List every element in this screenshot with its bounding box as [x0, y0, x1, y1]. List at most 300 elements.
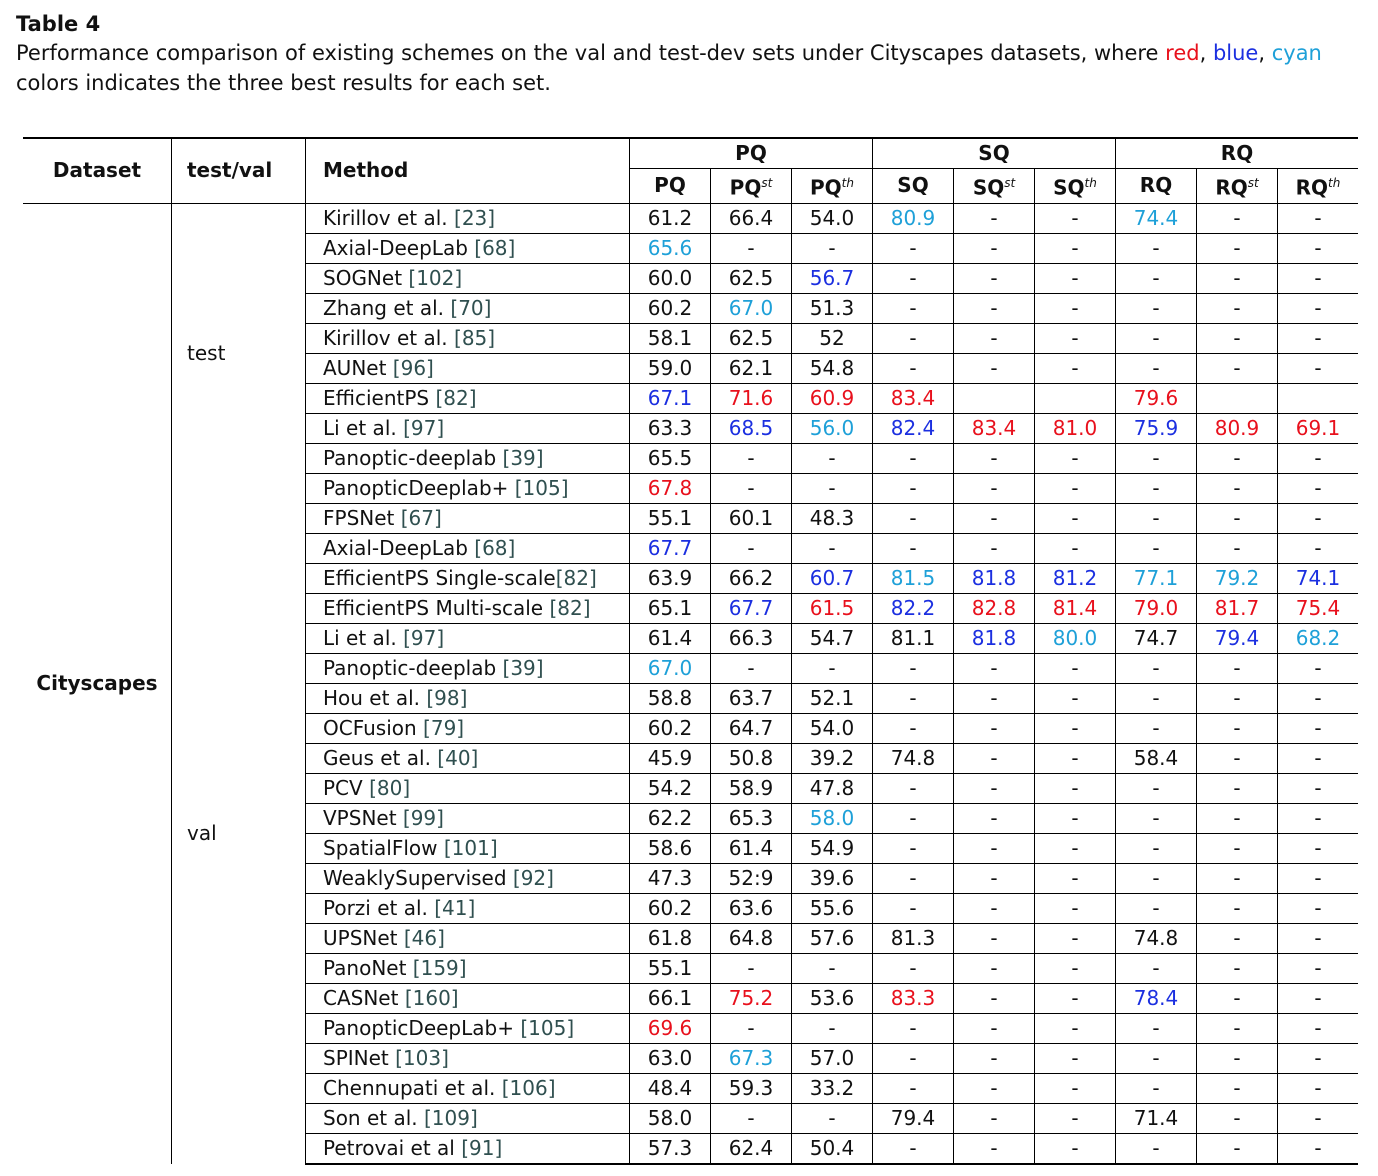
value-cell: 56.7 [792, 263, 873, 293]
value-cell: - [711, 533, 792, 563]
value-cell: - [1278, 713, 1359, 743]
value-cell: - [873, 353, 954, 383]
header-dataset: Dataset [23, 138, 172, 203]
value-cell: - [792, 953, 873, 983]
value-cell: - [873, 503, 954, 533]
value-cell: - [711, 443, 792, 473]
value-cell: 56.0 [792, 413, 873, 443]
citation-link[interactable]: [68] [474, 535, 516, 560]
method-cell [306, 1043, 630, 1073]
method-name: EfficientPS Single-scale [323, 565, 556, 590]
value-cell: 79.0 [1116, 593, 1197, 623]
citation-link[interactable]: [92] [512, 865, 554, 890]
method-name: Porzi et al. [323, 895, 435, 920]
value-cell: - [873, 653, 954, 683]
value-cell: 55.6 [792, 893, 873, 923]
value-cell: - [1278, 683, 1359, 713]
value-cell: - [873, 713, 954, 743]
value-cell: - [1197, 1133, 1278, 1164]
citation-link[interactable]: [101] [443, 835, 498, 860]
value-cell: - [1035, 803, 1116, 833]
value-cell: - [1116, 773, 1197, 803]
header-sub-base: SQ [972, 175, 1005, 200]
header-sub-sup: st [1004, 176, 1016, 190]
header-sub-pq-th [792, 169, 873, 204]
value-cell: 58.0 [792, 803, 873, 833]
value-cell: 58.6 [630, 833, 711, 863]
value-cell: - [711, 653, 792, 683]
value-cell: - [873, 863, 954, 893]
header-sub-sup: st [1247, 176, 1259, 190]
value-cell: 62.5 [711, 323, 792, 353]
method-cell [306, 203, 630, 233]
method-name: Petrovai et al [323, 1135, 462, 1160]
method-name: WeaklySupervised [323, 865, 513, 890]
method-name: Chennupati et al. [323, 1075, 502, 1100]
citation-link[interactable]: [46] [403, 925, 445, 950]
value-cell: - [1116, 533, 1197, 563]
value-cell: - [1035, 1013, 1116, 1043]
value-cell: - [1278, 473, 1359, 503]
value-cell: 79.4 [873, 1103, 954, 1133]
value-cell: - [1197, 923, 1278, 953]
caption-sep: , [1199, 41, 1213, 65]
citation-link[interactable]: [96] [392, 355, 434, 380]
citation-link[interactable]: [40] [437, 745, 479, 770]
value-cell: - [954, 653, 1035, 683]
value-cell: - [873, 1133, 954, 1164]
value-cell: 61.2 [630, 203, 711, 233]
value-cell: - [1116, 683, 1197, 713]
caption-cyan-word: cyan [1271, 41, 1322, 65]
value-cell: - [1278, 203, 1359, 233]
value-cell: - [1035, 533, 1116, 563]
value-cell: - [1278, 653, 1359, 683]
caption-text [16, 38, 1366, 98]
value-cell: - [954, 1133, 1035, 1164]
value-cell: - [1278, 923, 1359, 953]
method-cell [306, 263, 630, 293]
method-cell [306, 1073, 630, 1103]
value-cell: - [954, 473, 1035, 503]
method-cell [306, 983, 630, 1013]
value-cell: - [1197, 263, 1278, 293]
value-cell: - [954, 683, 1035, 713]
value-cell: 63.6 [711, 893, 792, 923]
value-cell: - [1035, 1043, 1116, 1073]
value-cell: - [1116, 863, 1197, 893]
value-cell: - [1035, 323, 1116, 353]
value-cell: 58.9 [711, 773, 792, 803]
value-cell: 53.6 [792, 983, 873, 1013]
value-cell: 54.2 [630, 773, 711, 803]
table-body [23, 203, 1358, 1164]
method-cell [306, 443, 630, 473]
value-cell: - [873, 833, 954, 863]
value-cell: 52.1 [792, 683, 873, 713]
header-sub-sup: th [841, 176, 854, 190]
value-cell: - [954, 293, 1035, 323]
value-cell: - [711, 1013, 792, 1043]
value-cell: - [954, 263, 1035, 293]
value-cell: - [1116, 323, 1197, 353]
value-cell: - [1278, 893, 1359, 923]
value-cell: - [1035, 1133, 1116, 1164]
value-cell: 59.0 [630, 353, 711, 383]
method-name: Panoptic-deeplab [323, 655, 503, 680]
value-cell: 63.3 [630, 413, 711, 443]
value-cell: - [954, 713, 1035, 743]
value-cell: 63.7 [711, 683, 792, 713]
value-cell [1035, 383, 1116, 413]
value-cell: - [873, 233, 954, 263]
value-cell: 75.2 [711, 983, 792, 1013]
citation-link[interactable]: [67] [400, 505, 442, 530]
value-cell: - [1197, 713, 1278, 743]
value-cell: 79.6 [1116, 383, 1197, 413]
citation-link[interactable]: [97] [403, 415, 445, 440]
value-cell: 80.9 [1197, 413, 1278, 443]
value-cell: - [1197, 323, 1278, 353]
method-name: Li et al. [323, 625, 404, 650]
value-cell: - [1035, 293, 1116, 323]
method-cell [306, 533, 630, 563]
value-cell: - [711, 473, 792, 503]
method-name: SOGNet [323, 265, 409, 290]
citation-link[interactable]: [39] [502, 655, 544, 680]
citation-link[interactable]: [82] [555, 565, 597, 590]
value-cell: - [1035, 953, 1116, 983]
citation-link[interactable]: [39] [502, 445, 544, 470]
value-cell: 83.4 [873, 383, 954, 413]
citation-link[interactable]: [82] [435, 385, 477, 410]
value-cell: - [1116, 1043, 1197, 1073]
value-cell: - [792, 1013, 873, 1043]
header-sub-base: PQ [729, 175, 762, 200]
table-caption [16, 10, 1366, 98]
value-cell: - [1278, 323, 1359, 353]
value-cell: - [1197, 683, 1278, 713]
citation-link[interactable]: [102] [408, 265, 463, 290]
value-cell: 64.8 [711, 923, 792, 953]
value-cell: - [1197, 893, 1278, 923]
value-cell: 68.5 [711, 413, 792, 443]
results-table [23, 137, 1358, 1165]
value-cell: - [1197, 803, 1278, 833]
caption-text-part: Performance comparison of existing schemes on the val and test-dev sets under Cityscapes datasets, where [16, 41, 1166, 65]
value-cell: 61.5 [792, 593, 873, 623]
value-cell: 61.4 [630, 623, 711, 653]
method-name: FPSNet [323, 505, 401, 530]
value-cell: 74.1 [1278, 563, 1359, 593]
value-cell: - [873, 443, 954, 473]
value-cell: - [1197, 533, 1278, 563]
value-cell: 54.0 [792, 203, 873, 233]
value-cell [1197, 383, 1278, 413]
method-cell [306, 893, 630, 923]
caption-text-part: colors indicates the three best results for each set. [16, 71, 551, 95]
value-cell: 67.1 [630, 383, 711, 413]
value-cell: - [1035, 473, 1116, 503]
value-cell: 52 [792, 323, 873, 353]
set-cell-test: test [172, 203, 306, 503]
value-cell: 66.3 [711, 623, 792, 653]
citation-link[interactable]: [82] [549, 595, 591, 620]
value-cell: 81.3 [873, 923, 954, 953]
value-cell: - [873, 1013, 954, 1043]
value-cell: 67.3 [711, 1043, 792, 1073]
value-cell: 60.2 [630, 713, 711, 743]
method-cell [306, 623, 630, 653]
method-cell [306, 863, 630, 893]
value-cell: - [1116, 1073, 1197, 1103]
value-cell: 65.3 [711, 803, 792, 833]
citation-link[interactable]: [105] [514, 475, 569, 500]
value-cell: 83.3 [873, 983, 954, 1013]
value-cell: - [1197, 233, 1278, 263]
value-cell: 71.6 [711, 383, 792, 413]
value-cell: - [1278, 833, 1359, 863]
method-cell [306, 1013, 630, 1043]
value-cell: 66.1 [630, 983, 711, 1013]
value-cell: 66.4 [711, 203, 792, 233]
header-sub-base: SQ [1053, 175, 1085, 200]
header-method: Method [306, 138, 630, 203]
value-cell: 81.8 [954, 623, 1035, 653]
value-cell: - [792, 233, 873, 263]
value-cell: - [1035, 713, 1116, 743]
value-cell: - [1197, 1103, 1278, 1133]
value-cell: - [1035, 773, 1116, 803]
value-cell: - [1278, 953, 1359, 983]
value-cell: - [954, 893, 1035, 923]
method-name: Axial-DeepLab [323, 535, 475, 560]
value-cell: - [1116, 713, 1197, 743]
value-cell: 77.1 [1116, 563, 1197, 593]
value-cell: - [873, 683, 954, 713]
value-cell: 60.2 [630, 893, 711, 923]
citation-link[interactable]: [91] [461, 1135, 503, 1160]
dataset-cell: Cityscapes [23, 203, 172, 1164]
value-cell: - [873, 953, 954, 983]
value-cell: - [954, 443, 1035, 473]
method-cell [306, 923, 630, 953]
value-cell: 47.8 [792, 773, 873, 803]
method-name: PCV [323, 775, 370, 800]
value-cell: 74.4 [1116, 203, 1197, 233]
value-cell: - [954, 953, 1035, 983]
value-cell: 54.0 [792, 713, 873, 743]
citation-link[interactable]: [98] [426, 685, 468, 710]
table-header [23, 138, 1358, 203]
value-cell: - [1278, 1103, 1359, 1133]
citation-link[interactable]: [103] [395, 1045, 449, 1070]
value-cell: - [711, 1103, 792, 1133]
value-cell: - [1116, 353, 1197, 383]
value-cell: - [873, 803, 954, 833]
value-cell: 64.7 [711, 713, 792, 743]
value-cell: 58.8 [630, 683, 711, 713]
method-cell [306, 653, 630, 683]
value-cell: 83.4 [954, 413, 1035, 443]
value-cell: - [1197, 443, 1278, 473]
value-cell: 75.4 [1278, 593, 1359, 623]
method-name: Kirillov et al. [323, 205, 455, 230]
method-name: Axial-DeepLab [323, 235, 475, 260]
method-cell [306, 233, 630, 263]
value-cell: - [1116, 443, 1197, 473]
header-sub-sup: th [1084, 176, 1097, 190]
value-cell: - [1035, 263, 1116, 293]
value-cell: 81.8 [954, 563, 1035, 593]
citation-link[interactable]: [79] [423, 715, 465, 740]
value-cell: 79.4 [1197, 623, 1278, 653]
value-cell: - [1278, 1043, 1359, 1073]
value-cell: - [792, 1103, 873, 1133]
value-cell: - [1116, 293, 1197, 323]
value-cell: 50.8 [711, 743, 792, 773]
value-cell: - [1278, 1013, 1359, 1043]
value-cell: 65.6 [630, 233, 711, 263]
value-cell: - [1035, 1073, 1116, 1103]
value-cell: - [1278, 263, 1359, 293]
value-cell: 60.0 [630, 263, 711, 293]
method-name: SPINet [323, 1045, 396, 1070]
value-cell: - [1035, 233, 1116, 263]
value-cell: 81.2 [1035, 563, 1116, 593]
method-name: Son et al. [323, 1105, 424, 1130]
value-cell: 58.0 [630, 1103, 711, 1133]
value-cell: - [954, 203, 1035, 233]
method-cell [306, 743, 630, 773]
value-cell: 61.4 [711, 833, 792, 863]
value-cell: 60.7 [792, 563, 873, 593]
citation-link[interactable]: [99] [402, 805, 444, 830]
value-cell: - [873, 893, 954, 923]
value-cell: 81.5 [873, 563, 954, 593]
citation-link[interactable]: [97] [403, 625, 445, 650]
value-cell: 69.1 [1278, 413, 1359, 443]
method-name: OCFusion [323, 715, 424, 740]
header-sub-pq [630, 169, 711, 204]
method-cell [306, 683, 630, 713]
method-cell [306, 323, 630, 353]
value-cell: - [1116, 1133, 1197, 1164]
value-cell: - [1278, 773, 1359, 803]
value-cell: - [954, 1043, 1035, 1073]
value-cell: - [1197, 1043, 1278, 1073]
citation-link[interactable]: [106] [501, 1075, 556, 1100]
citation-link[interactable]: [70] [450, 295, 492, 320]
value-cell: - [1035, 863, 1116, 893]
citation-link[interactable]: [23] [454, 205, 496, 230]
value-cell: - [954, 833, 1035, 863]
caption-red-word: red [1165, 41, 1200, 65]
caption-sep: , [1258, 41, 1272, 65]
value-cell: 59.3 [711, 1073, 792, 1103]
method-name: Zhang et al. [323, 295, 451, 320]
value-cell: 67.7 [711, 593, 792, 623]
value-cell: 57.6 [792, 923, 873, 953]
citation-link[interactable]: [159] [412, 955, 467, 980]
value-cell: - [1035, 1103, 1116, 1133]
value-cell: - [954, 983, 1035, 1013]
value-cell [954, 383, 1035, 413]
citation-link[interactable]: [109] [424, 1105, 478, 1130]
value-cell: - [792, 533, 873, 563]
value-cell: 55.1 [630, 503, 711, 533]
value-cell: - [1278, 293, 1359, 323]
table-row [23, 203, 1358, 233]
value-cell: 68.2 [1278, 623, 1359, 653]
set-cell-val: val [172, 503, 306, 1164]
value-cell: - [1116, 473, 1197, 503]
header-group-pq: PQ [630, 138, 873, 169]
value-cell: - [1035, 653, 1116, 683]
method-cell [306, 1133, 630, 1164]
citation-link[interactable]: [105] [520, 1015, 575, 1040]
value-cell: - [1197, 653, 1278, 683]
value-cell: - [1116, 833, 1197, 863]
value-cell: - [792, 443, 873, 473]
header-sub-base: RQ [1215, 175, 1248, 200]
value-cell: - [954, 1013, 1035, 1043]
value-cell: 58.4 [1116, 743, 1197, 773]
value-cell: - [954, 323, 1035, 353]
value-cell: - [1035, 923, 1116, 953]
value-cell: 82.4 [873, 413, 954, 443]
value-cell: 57.0 [792, 1043, 873, 1073]
value-cell: - [1197, 503, 1278, 533]
value-cell: - [873, 263, 954, 293]
method-cell [306, 593, 630, 623]
method-cell [306, 773, 630, 803]
value-cell: 67.0 [630, 653, 711, 683]
value-cell: 67.8 [630, 473, 711, 503]
value-cell: 81.4 [1035, 593, 1116, 623]
citation-link[interactable]: [68] [474, 235, 516, 260]
value-cell: - [1116, 803, 1197, 833]
value-cell: 47.3 [630, 863, 711, 893]
value-cell: - [1278, 443, 1359, 473]
value-cell: 71.4 [1116, 1103, 1197, 1133]
citation-link[interactable]: [160] [404, 985, 459, 1010]
citation-link[interactable]: [85] [454, 325, 496, 350]
value-cell: - [1197, 983, 1278, 1013]
citation-link[interactable]: [41] [434, 895, 476, 920]
citation-link[interactable]: [80] [369, 775, 411, 800]
value-cell: - [954, 863, 1035, 893]
value-cell: - [1197, 1013, 1278, 1043]
header-sub-rq-st [1197, 169, 1278, 204]
header-sub-base: RQ [1139, 173, 1173, 198]
method-cell [306, 353, 630, 383]
value-cell: - [1197, 203, 1278, 233]
value-cell: 74.8 [1116, 923, 1197, 953]
value-cell: - [873, 323, 954, 353]
value-cell: - [1197, 953, 1278, 983]
method-name: Li et al. [323, 415, 404, 440]
value-cell: - [954, 923, 1035, 953]
method-cell [306, 833, 630, 863]
header-sub-rq-th [1278, 169, 1359, 204]
method-cell [306, 293, 630, 323]
value-cell: - [1278, 803, 1359, 833]
value-cell: - [873, 293, 954, 323]
value-cell: - [1035, 203, 1116, 233]
method-name: EfficientPS [323, 385, 436, 410]
value-cell: - [873, 473, 954, 503]
